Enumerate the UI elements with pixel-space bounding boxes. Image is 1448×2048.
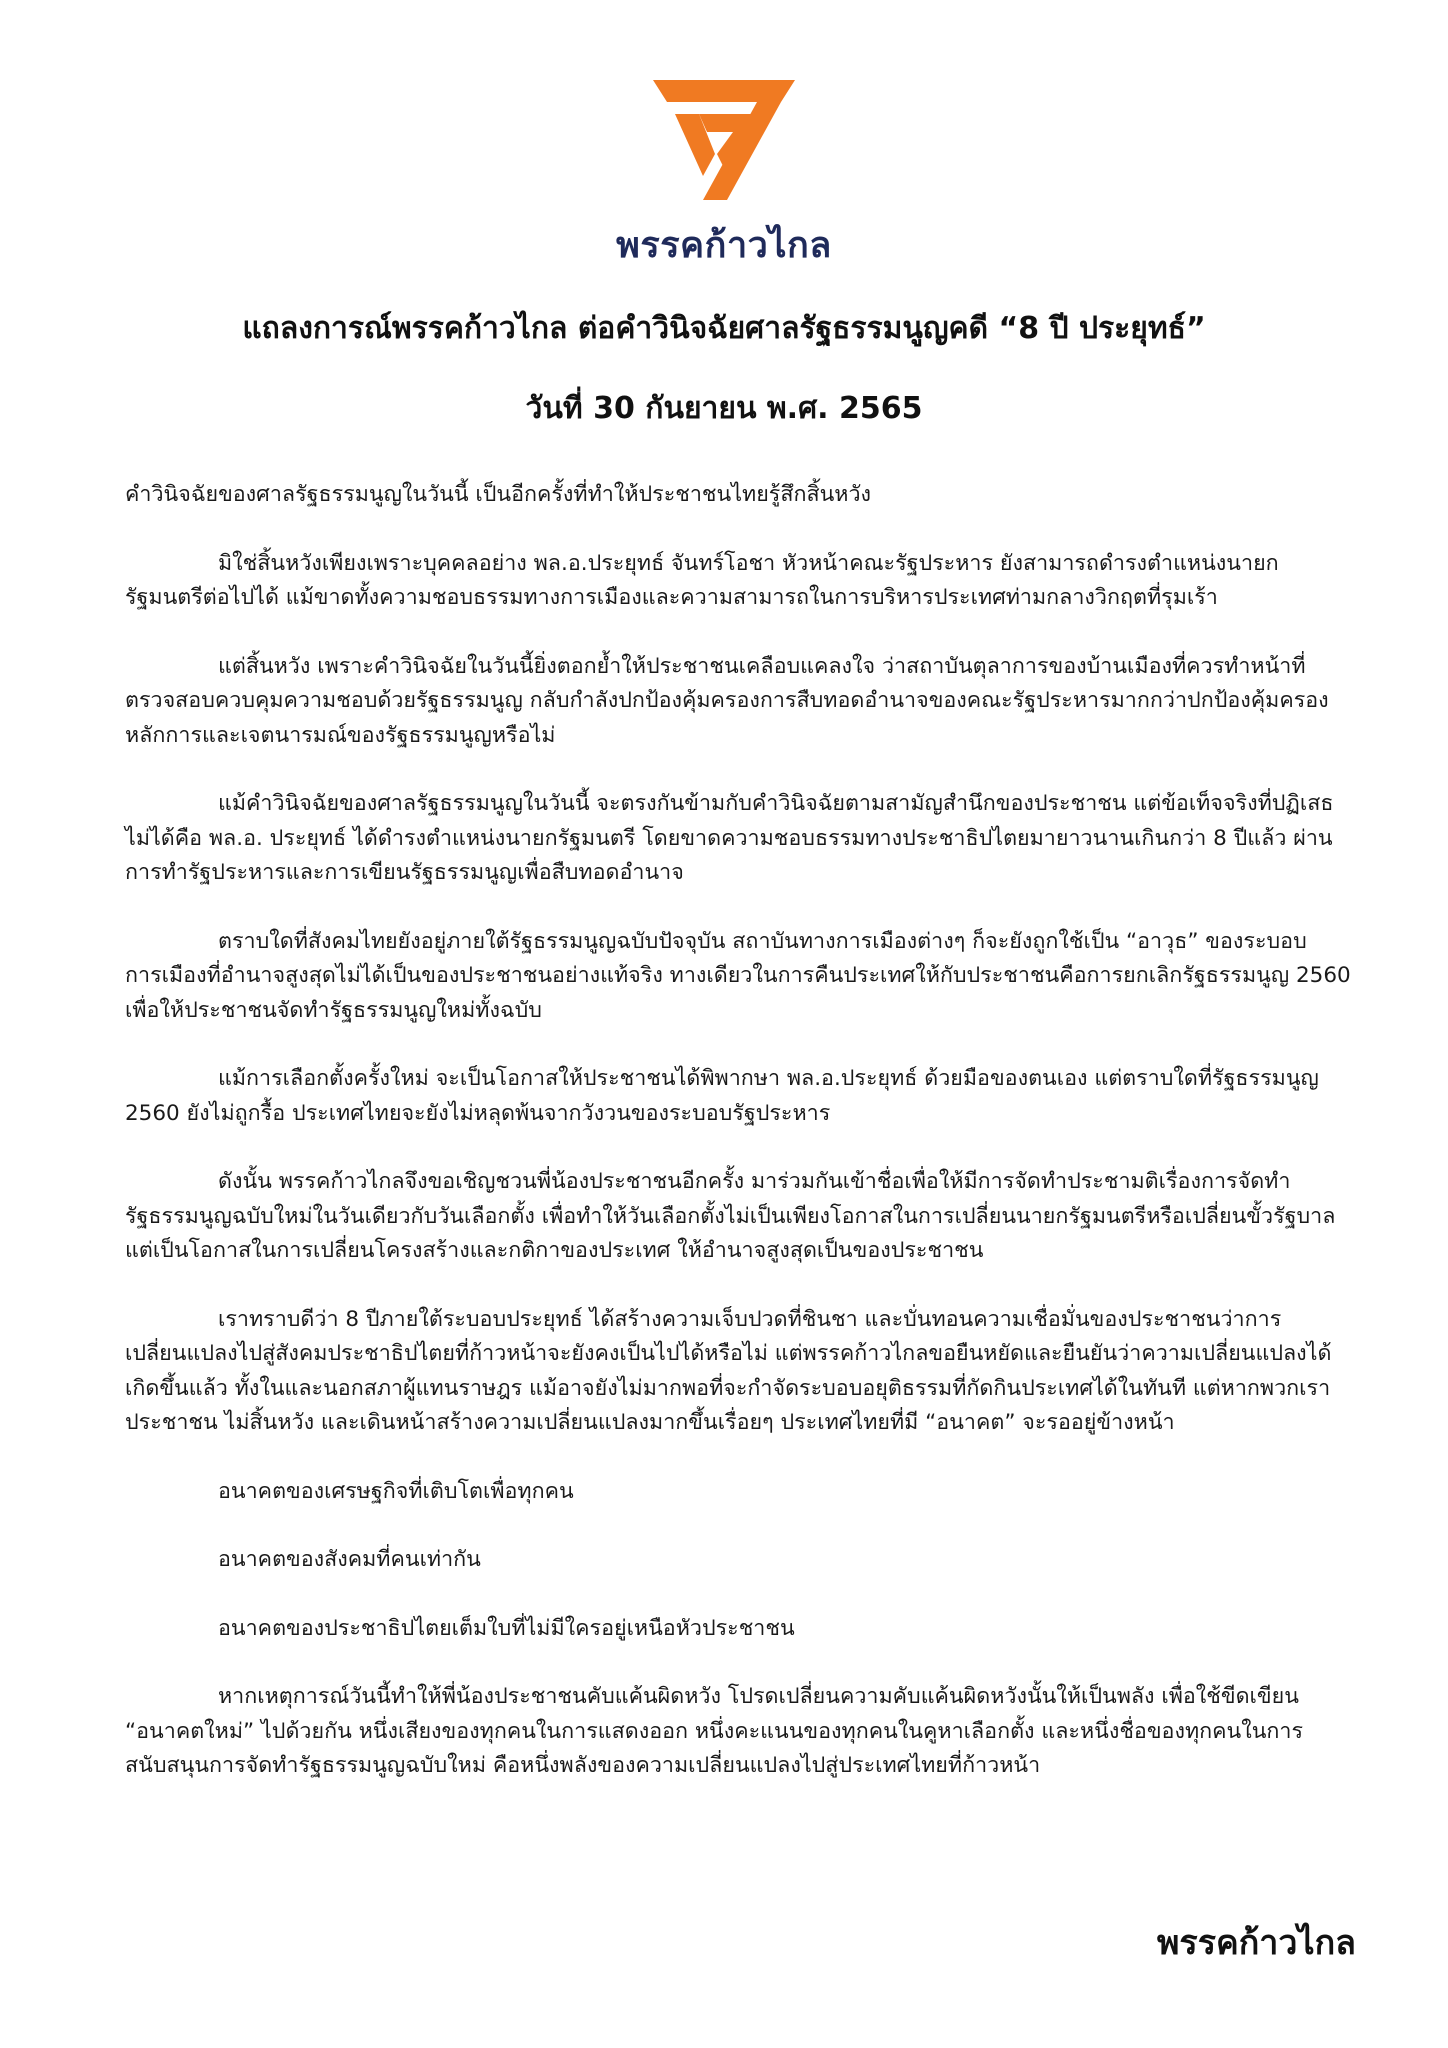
logo-text: พรรคก้าวไกล (616, 225, 832, 266)
statement-date: วันที่ 30 กันยายน พ.ศ. 2565 (525, 391, 923, 426)
paragraph: หากเหตุการณ์วันนี้ทำให้พี่น้องประชาชนคับแค้นผิดหวัง โปรดเปลี่ยนความคับแค้นผิดหวังนั้นให้เป็นพลัง เพื่อใช้ขีดเขียน “อนาคตใหม่” ไปด้วยกัน หนึ่งเสียงของทุกคนในการแสดงออก หนึ่งคะแนนของทุกคนในคูหาเลือกตั้ง และหนึ่งชื่อของทุกคนในการสนับสนุนการจัดทำรัฐธรรมนูญฉบับใหม่ คือหนึ่งพลังของความเปลี่ยนแปลงไปสู่ประเทศไทยที่ก้าวหน้า (125, 1684, 1304, 1778)
paragraph: คำวินิจฉัยของศาลรัฐธรรมนูญในวันนี้ เป็นอีกครั้งที่ทำให้ประชาชนไทยรู้สึกสิ้นหวัง (125, 482, 872, 507)
paragraph: แต่สิ้นหวัง เพราะคำวินิจฉัยในวันนี้ยิ่งตอกย้ำให้ประชาชนเคลือบแคลงใจ ว่าสถาบันตุลาการของบ้านเมืองที่ควรทำหน้าที่ตรวจสอบควบคุมความชอบด้วยรัฐธรรมนูญ กลับกำลังปกป้องคุ้มครองการสืบทอดอำนาจของคณะรัฐประหารมากกว่าปกป้องคุ้มครองหลักการและเจตนารมณ์ของรัฐธรรมนูญหรือไม่ (125, 653, 1329, 748)
paragraph: เราทราบดีว่า 8 ปีภายใต้ระบอบประยุทธ์ ได้สร้างความเจ็บปวดที่ชินชา และบั่นทอนความเชื่อมั่นของประชาชนว่าการเปลี่ยนแปลงไปสู่สังคมประชาธิปไตยที่ก้าวหน้าจะยังคงเป็นไปได้หรือไม่ แต่พรรคก้าวไกลขอยืนหยัดและยืนยันว่าความเปลี่ยนแปลงได้เกิดขึ้นแล้ว ทั้งในและนอกสภาผู้แทนราษฎร แม้อาจยังไม่มากพอที่จะกำจัดระบอบอยุติธรรมที่กัดกินประเทศได้ในทันที แต่หากพวกเรา ประชาชน ไม่สิ้นหวัง และเดินหน้าสร้างความเปลี่ยนแปลงมากขึ้นเรื่อยๆ ประเทศไทยที่มี “อนาคต” จะรออยู่ข้างหน้า (125, 1306, 1332, 1435)
paragraph: อนาคตของสังคมที่คนเท่ากัน (218, 1547, 481, 1572)
paragraph: แม้คำวินิจฉัยของศาลรัฐธรรมนูญในวันนี้ จะตรงกันข้ามกับคำวินิจฉัยตามสามัญสำนึกของประชาชน แต่ข้อเท็จจริงที่ปฏิเสธไม่ได้คือ พล.อ. ประยุทธ์ ได้ดำรงตำแหน่งนายกรัฐมนตรี โดยขาดความชอบธรรมทางประชาธิปไตยมายาวนานเกินกว่า 8 ปีแล้ว ผ่านการทำรัฐประหารและการเขียนรัฐธรรมนูญเพื่อสืบทอดอำนาจ (125, 791, 1334, 885)
statement-body (125, 478, 1355, 1818)
paragraph: อนาคตของเศรษฐกิจที่เติบโตเพื่อทุกคน (218, 1478, 574, 1504)
paragraph: อนาคตของประชาธิปไตยเต็มใบที่ไม่มีใครอยู่เหนือหัวประชาชน (218, 1615, 795, 1641)
party-logo (0, 80, 1448, 273)
signature: พรรคก้าวไกล (1157, 1923, 1356, 1963)
paragraph: แม้การเลือกตั้งครั้งใหม่ จะเป็นโอกาสให้ประชาชนได้พิพากษา พล.อ.ประยุทธ์ ด้วยมือของตนเอง แต่ตราบใดที่รัฐธรรมนูญ 2560 ยังไม่ถูกรื้อ ประเทศไทยจะยังไม่หลุดพ้นจากวังวนของระบอบรัฐประหาร (125, 1066, 1319, 1126)
paragraph: ดังนั้น พรรคก้าวไกลจึงขอเชิญชวนพี่น้องประชาชนอีกครั้ง มาร่วมกันเข้าชื่อเพื่อให้มีการจัดทำประชามติเรื่องการจัดทำรัฐธรรมนูญฉบับใหม่ในวันเดียวกับวันเลือกตั้ง เพื่อทำให้วันเลือกตั้งไม่เป็นเพียงโอกาสในการเปลี่ยนนายกรัฐมนตรีหรือเปลี่ยนขั้วรัฐบาล แต่เป็นโอกาสในการเปลี่ยนโครงสร้างและกติกาของประเทศ ให้อำนาจสูงสุดเป็นของประชาชน (125, 1169, 1336, 1263)
move-forward-party-logo-icon (653, 80, 795, 200)
statement-title: แถลงการณ์พรรคก้าวไกล ต่อคำวินิจฉัยศาลรัฐธรรมนูญคดี “8 ปี ประยุทธ์” (242, 311, 1206, 346)
paragraph: ตราบใดที่สังคมไทยยังอยู่ภายใต้รัฐธรรมนูญฉบับปัจจุบัน สถาบันทางการเมืองต่างๆ ก็จะยังถูกใช้เป็น “อาวุธ” ของระบอบการเมืองที่อำนาจสูงสุดไม่ได้เป็นของประชาชนอย่างแท้จริง ทางเดียวในการคืนประเทศให้กับประชาชนคือการยกเลิกรัฐธรรมนูญ 2560 เพื่อให้ประชาชนจัดทำรัฐธรรมนูญใหม่ทั้งฉบับ (125, 928, 1351, 1023)
paragraph: มิใช่สิ้นหวังเพียงเพราะบุคคลอย่าง พล.อ.ประยุทธ์ จันทร์โอชา หัวหน้าคณะรัฐประหาร ยังสามารถดำรงตำแหน่งนายกรัฐมนตรีต่อไปได้ แม้ขาดทั้งความชอบธรรมทางการเมืองและความสามารถในการบริหารประเทศท่ามกลางวิกฤตที่รุมเร้า (125, 550, 1279, 610)
